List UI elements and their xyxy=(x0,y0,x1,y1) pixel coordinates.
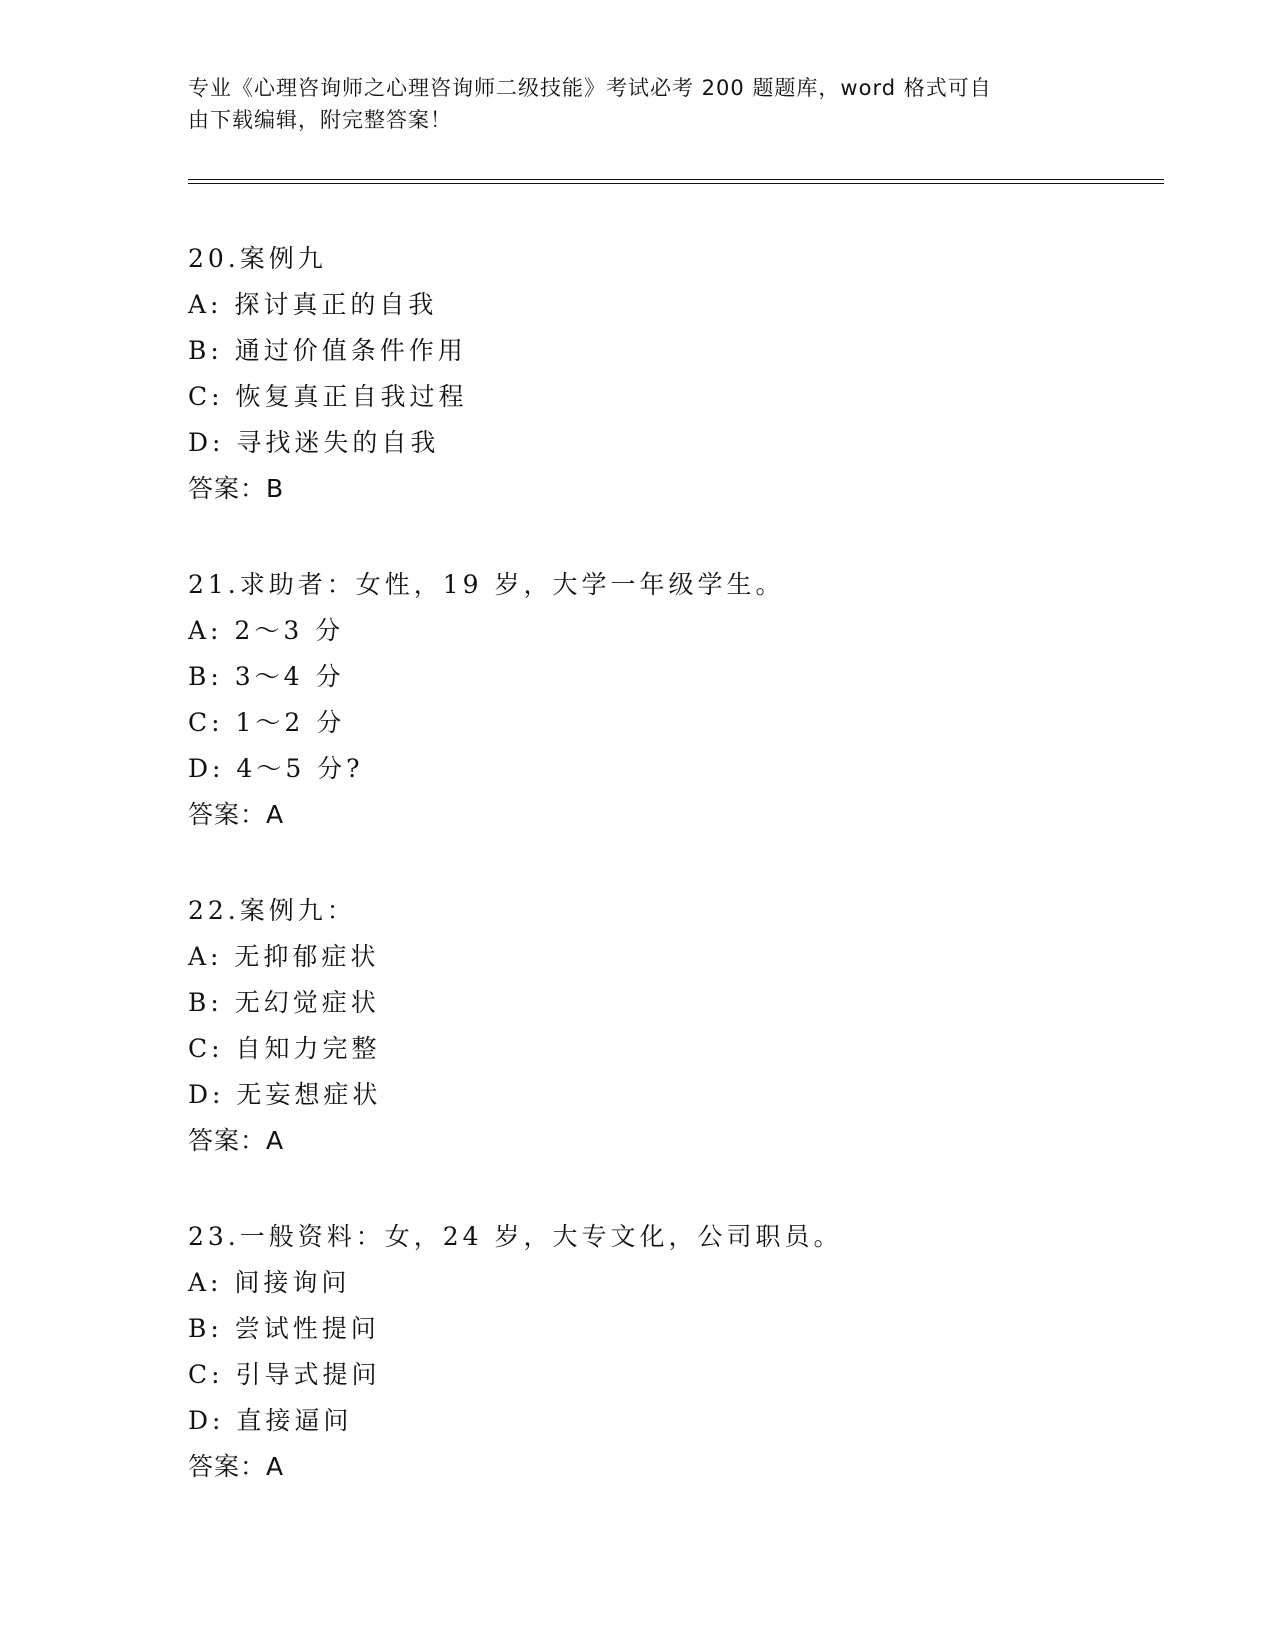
question-21 xyxy=(188,562,1148,838)
option-c: C: 自知力完整 xyxy=(188,1034,381,1063)
option-d: D: 寻找迷失的自我 xyxy=(188,428,440,457)
question-23 xyxy=(188,1214,1148,1490)
option-d: D: 无妄想症状 xyxy=(188,1080,382,1109)
intro-line-2: 由下载编辑，附完整答案！ xyxy=(188,108,452,132)
answer-label: 答案：A xyxy=(188,1452,285,1481)
question-stem: 22.案例九： xyxy=(188,896,356,925)
question-22 xyxy=(188,888,1148,1164)
document-intro xyxy=(188,72,1088,136)
option-c: C: 恢复真正自我过程 xyxy=(188,382,468,411)
option-c: C: 引导式提问 xyxy=(188,1360,381,1389)
option-a: A: 探讨真正的自我 xyxy=(188,290,438,319)
option-d: D: 直接逼问 xyxy=(188,1406,353,1435)
question-stem: 23.一般资料：女，24 岁，大专文化，公司职员。 xyxy=(188,1222,843,1251)
header-divider-top xyxy=(188,179,1164,180)
question-stem: 20.案例九 xyxy=(188,244,327,273)
option-b: B: 尝试性提问 xyxy=(188,1314,380,1343)
option-b: B: 3～4 分 xyxy=(188,662,345,691)
option-b: B: 无幻觉症状 xyxy=(188,988,380,1017)
answer-label: 答案：A xyxy=(188,1126,285,1155)
option-a: A: 2～3 分 xyxy=(188,616,345,645)
option-a: A: 无抑郁症状 xyxy=(188,942,380,971)
option-a: A: 间接询问 xyxy=(188,1268,351,1297)
intro-line-1: 专业《心理咨询师之心理咨询师二级技能》考试必考 200 题题库，word 格式可自 xyxy=(188,76,992,100)
option-d: D: 4～5 分? xyxy=(188,754,364,783)
question-stem: 21.求助者：女性，19 岁，大学一年级学生。 xyxy=(188,570,785,599)
question-20 xyxy=(188,236,1148,512)
question-list xyxy=(188,236,1148,1540)
option-c: C: 1～2 分 xyxy=(188,708,346,737)
answer-label: 答案：B xyxy=(188,474,285,503)
option-b: B: 通过价值条件作用 xyxy=(188,336,467,365)
answer-label: 答案：A xyxy=(188,800,285,829)
header-divider-bottom xyxy=(188,183,1164,184)
